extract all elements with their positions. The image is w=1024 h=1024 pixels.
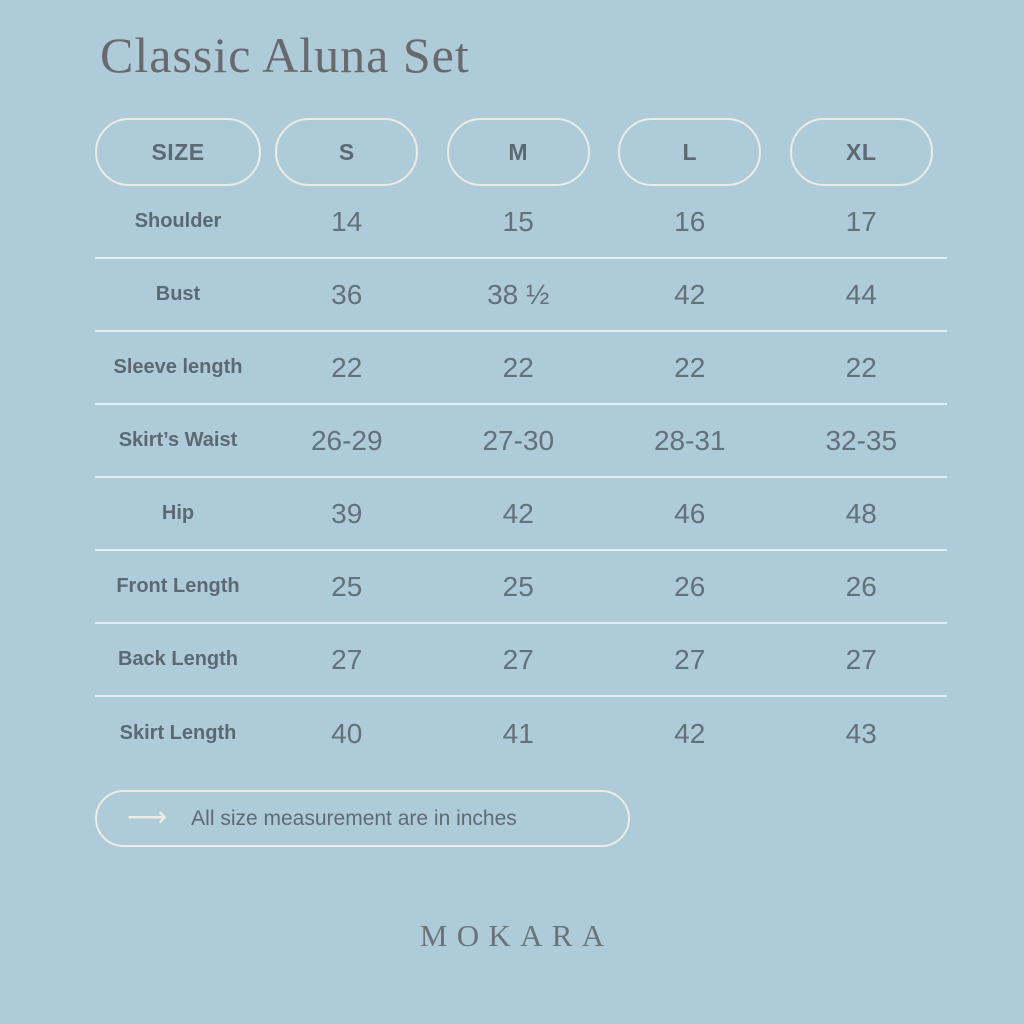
cell-value: 15 xyxy=(502,205,534,237)
row-label: Sleeve length xyxy=(113,356,243,378)
cell-value: 39 xyxy=(331,497,363,529)
table-row-skirt-length xyxy=(95,697,947,770)
cell-value: 44 xyxy=(845,278,877,310)
cell-value: 46 xyxy=(674,497,706,529)
cell-value: 48 xyxy=(845,497,877,529)
row-label: Hip xyxy=(161,502,195,524)
table-row-hip xyxy=(95,478,947,551)
cell-value: 41 xyxy=(502,717,534,749)
table-row-skirts-waist xyxy=(95,405,947,478)
page-title: Classic Aluna Set xyxy=(100,27,470,83)
cell-value: 25 xyxy=(502,570,534,602)
cell-value: 22 xyxy=(331,351,363,383)
cell-value: 43 xyxy=(845,717,877,749)
cell-value: 26 xyxy=(845,570,877,602)
table-row-shoulder xyxy=(95,186,947,259)
cell-value: 26-29 xyxy=(310,424,383,456)
cell-value: 26 xyxy=(674,570,706,602)
row-label: Front Length xyxy=(116,575,240,597)
table-row-bust xyxy=(95,259,947,332)
row-label: Skirt Length xyxy=(119,722,237,744)
table-row-sleeve-length xyxy=(95,332,947,405)
cell-value: 22 xyxy=(845,351,877,383)
right-arrow-icon: ⟶ xyxy=(127,800,168,832)
cell-value: 14 xyxy=(331,205,363,237)
cell-value: 28-31 xyxy=(653,424,726,456)
cell-value: 38 ½ xyxy=(487,278,550,310)
cell-value: 42 xyxy=(502,497,534,529)
brand-logo: MOKARA xyxy=(419,918,614,953)
cell-value: 40 xyxy=(331,717,363,749)
cell-value: 16 xyxy=(674,205,706,237)
header-pill-l: L xyxy=(618,118,761,186)
row-label: Shoulder xyxy=(134,210,222,232)
header-pill-s: S xyxy=(275,118,418,186)
cell-value: 25 xyxy=(331,570,363,602)
cell-value: 42 xyxy=(674,278,706,310)
size-chart-header xyxy=(95,118,947,186)
row-label: Back Length xyxy=(117,648,239,670)
cell-value: 22 xyxy=(674,351,706,383)
measurement-note-pill xyxy=(95,790,630,847)
cell-value: 27 xyxy=(331,643,363,675)
measurement-note-text: All size measurement are in inches xyxy=(191,806,517,830)
header-pill-m: M xyxy=(447,118,590,186)
row-label: Skirt’s Waist xyxy=(118,429,238,451)
header-pill-size: SIZE xyxy=(95,118,261,186)
cell-value: 27 xyxy=(502,643,534,675)
row-label: Bust xyxy=(155,283,201,305)
cell-value: 27 xyxy=(674,643,706,675)
cell-value: 17 xyxy=(845,205,877,237)
table-row-front-length xyxy=(95,551,947,624)
cell-value: 27 xyxy=(845,643,877,675)
cell-value: 27-30 xyxy=(482,424,555,456)
cell-value: 42 xyxy=(674,717,706,749)
header-pill-xl: XL xyxy=(790,118,933,186)
cell-value: 22 xyxy=(502,351,534,383)
table-row-back-length xyxy=(95,624,947,697)
cell-value: 32-35 xyxy=(825,424,898,456)
size-chart-table xyxy=(95,118,947,770)
cell-value: 36 xyxy=(331,278,363,310)
